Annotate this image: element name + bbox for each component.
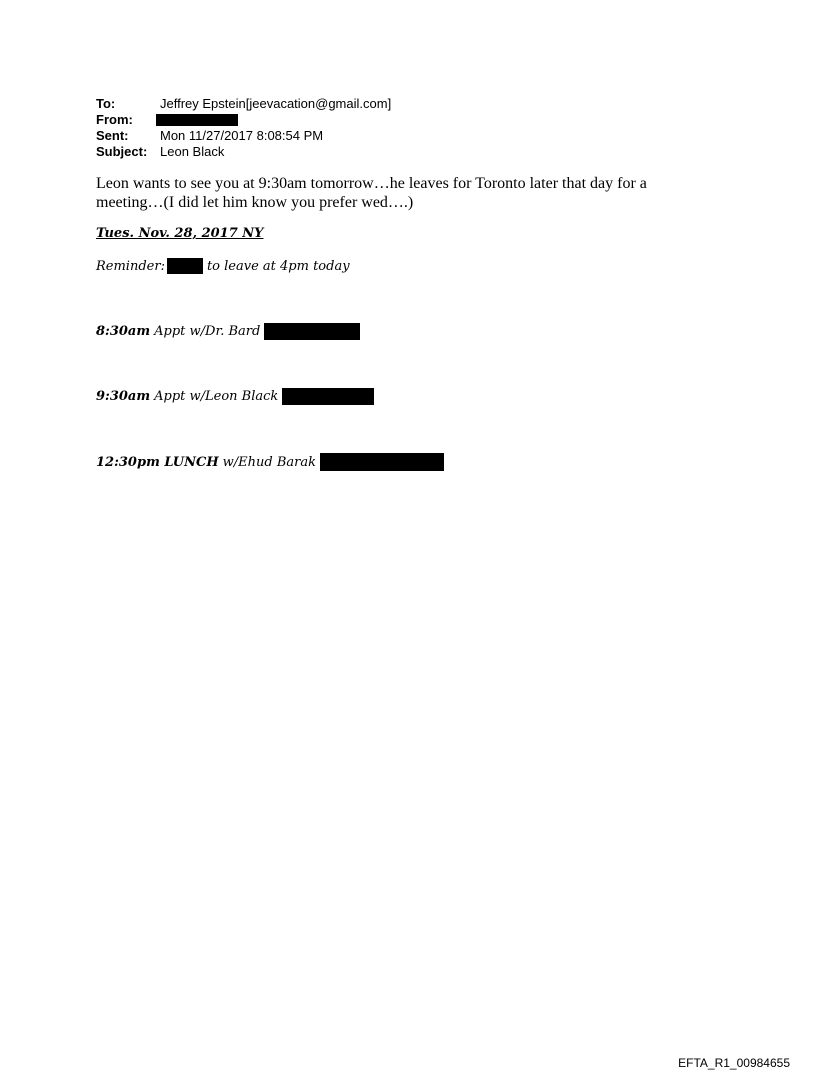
sent-value: Mon 11/27/2017 8:08:54 PM [160,128,324,143]
to-label: To: [96,96,116,111]
email-body [96,174,696,212]
document-id: EFTA_R1_00984655 [678,1056,790,1070]
body-line: Leon wants to see you at 9:30am tomorrow…he leaves for Toronto later that day for a [96,175,647,192]
redaction-box [156,114,238,126]
schedule-time: 12:30pm LUNCH [96,454,219,470]
schedule-time: 9:30am [96,389,151,404]
redaction-box [264,323,360,340]
reminder-row [96,258,350,274]
reminder-prefix: Reminder: [96,258,165,274]
schedule-description: w/Ehud Barak [222,454,316,470]
to-value: Jeffrey Epstein[jeevacation@gmail.com] [160,96,392,111]
redaction-box [320,453,444,471]
redaction-box [282,388,374,405]
email-header [96,96,391,160]
date-heading-row [96,226,263,241]
from-label: From: [96,112,133,127]
from-row [96,112,391,128]
schedule-item [96,323,360,340]
schedule-item [96,453,444,471]
subject-row [96,144,391,160]
schedule-item [96,388,374,405]
sent-label: Sent: [96,128,129,143]
redaction-box [167,258,203,274]
subject-value: Leon Black [160,144,225,159]
schedule-description: Appt w/Dr. Bard [154,324,261,339]
to-row [96,96,391,112]
reminder-suffix: to leave at 4pm today [206,258,350,274]
schedule-description: Appt w/Leon Black [154,389,279,404]
date-heading: Tues. Nov. 28, 2017 NY [96,226,264,241]
schedule-time: 8:30am [96,324,151,339]
subject-label: Subject: [96,144,148,159]
sent-row [96,128,391,144]
body-line: meeting…(I did let him know you prefer wed….) [96,194,414,211]
